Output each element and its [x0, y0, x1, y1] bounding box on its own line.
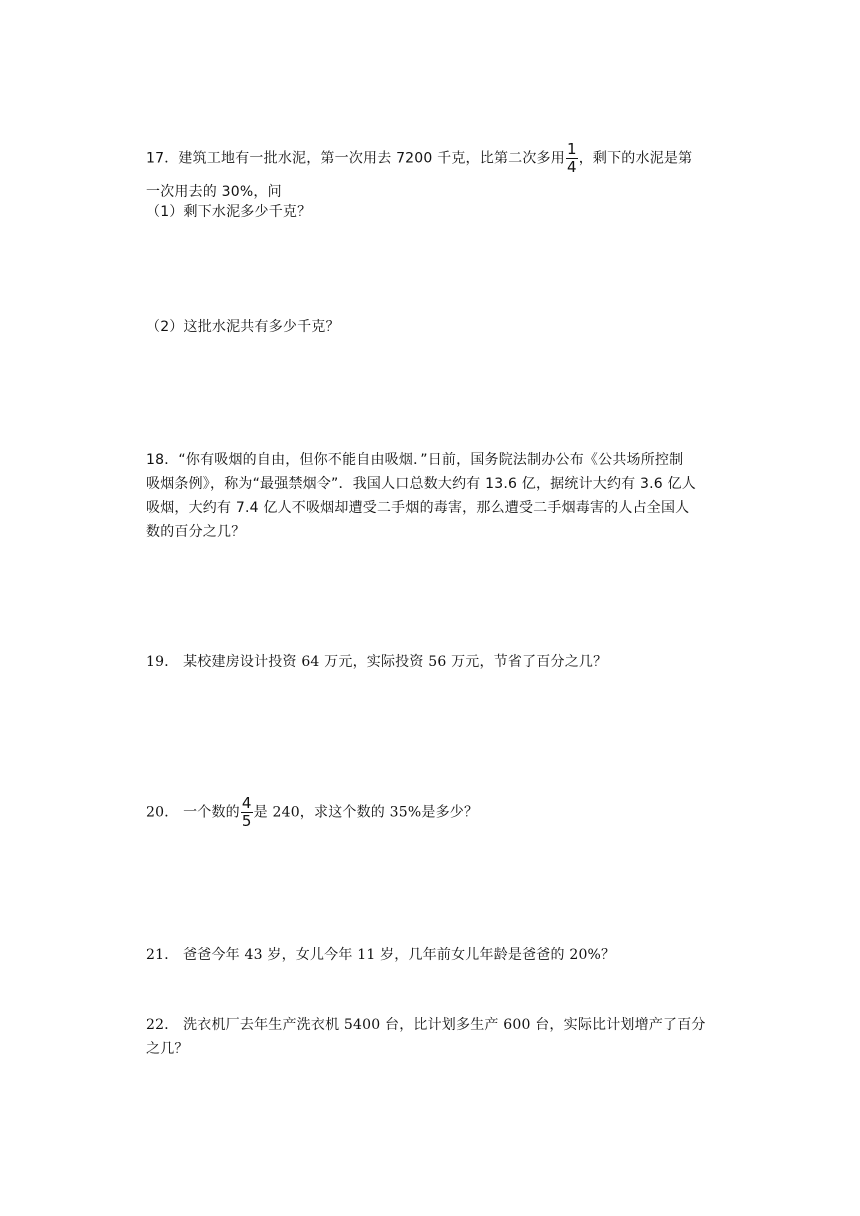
question-20-text-a: 20． 一个数的	[146, 804, 240, 821]
question-22-line-1: 22． 洗衣机厂去年生产洗衣机 5400 台，比计划多生产 600 台，实际比计划增产了百分	[146, 1017, 706, 1033]
question-19-line-1: 19． 某校建房设计投资 64 万元，实际投资 56 万元，节省了百分之几？	[146, 654, 608, 670]
question-18-line-3: 吸烟，大约有 7.4 亿人不吸烟却遭受二手烟的毒害，那么遭受二手烟毒害的人占全国人	[146, 500, 690, 516]
question-18-line-4: 数的百分之几？	[146, 524, 246, 540]
fraction-denominator: 5	[241, 812, 252, 830]
question-17-text-b: ，剩下的水泥是第	[578, 150, 693, 167]
question-20-line-1	[146, 796, 478, 829]
fraction-numerator: 4	[241, 794, 252, 812]
question-20-text-b: 是 240，求这个数的 35%是多少？	[253, 804, 479, 821]
fraction-one-quarter	[566, 142, 578, 175]
question-18-line-1: 18．“你有吸烟的自由，但你不能自由吸烟．”日前，国务院法制办公布《公共场所控制	[146, 452, 684, 468]
question-17-line-2: 一次用去的 30%，问	[146, 184, 282, 200]
question-17-part-2: （2）这批水泥共有多少千克？	[146, 319, 340, 335]
fraction-denominator: 4	[566, 158, 577, 176]
question-17-text-a: 17．建筑工地有一批水泥，第一次用去 7200 千克，比第二次多用	[146, 150, 565, 167]
question-17-part-1: （1）剩下水泥多少千克？	[146, 204, 312, 220]
question-22-line-2: 之几？	[146, 1041, 189, 1057]
question-17-line-1	[146, 142, 692, 175]
question-21-line-1: 21． 爸爸今年 43 岁，女儿今年 11 岁，几年前女儿年龄是爸爸的 20%？	[146, 947, 616, 963]
fraction-four-fifths	[241, 796, 253, 829]
fraction-numerator: 1	[566, 140, 577, 158]
question-18-line-2: 吸烟条例》，称为“最强禁烟令”．我国人口总数大约有 13.6 亿，据统计大约有 3.6 亿人	[146, 476, 696, 492]
